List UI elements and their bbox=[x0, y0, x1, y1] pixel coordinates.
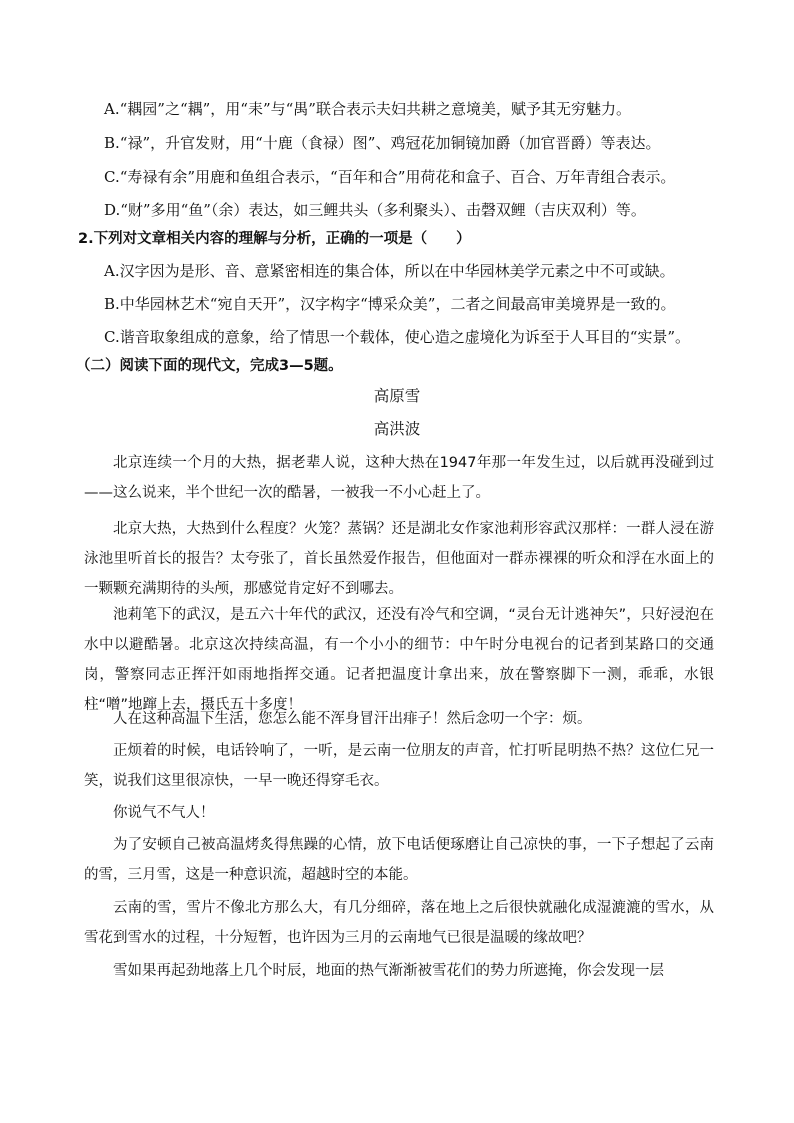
question-2: 2.下列对文章相关内容的理解与分析，正确的一项是（ ） bbox=[78, 231, 471, 247]
option-2a: A.汉字因为是形、音、意紧密相连的集合体，所以在中华园林美学元素之中不可或缺。 bbox=[104, 262, 675, 280]
option-1b: B.“禄”，升官发财，用“十鹿（食禄）图”、鸡冠花加铜镜加爵（加官晋爵）等表达。 bbox=[104, 134, 661, 152]
article-paragraph: 正烦着的时候，电话铃响了，一听，是云南一位朋友的声音，忙打听昆明热不热？这位仁兄一笑，说我们这里很凉快，一早一晚还得穿毛衣。 bbox=[84, 743, 714, 789]
option-1a: A.“耦园”之“耦”，用“耒”与“禺”联合表示夫妇共耕之意境美，赋予其无穷魅力。 bbox=[104, 100, 631, 118]
article-paragraph: 你说气不气人！ bbox=[113, 805, 215, 821]
section-heading: （二）阅读下面的现代文，完成3—5题。 bbox=[76, 358, 343, 374]
option-2c: C.谐音取象组成的意象，给了情思一个载体，使心造之虚境化为诉至于人耳目的“实景”。 bbox=[104, 328, 691, 346]
option-2b: B.中华园林艺术“宛自天开”，汉字构字“博采众美”，二者之间最高审美境界是一致的。 bbox=[104, 295, 676, 313]
article-author: 高洪波 bbox=[373, 420, 421, 438]
article-paragraph: 北京大热，大热到什么程度？火笼？蒸锅？还是湖北女作家池莉形容武汉那样：一群人浸在游泳池里听首长的报告？太夸张了，首长虽然爱作报告，但他面对一群赤裸裸的听众和浮在水面上的一颗颗充满期待的头颅，那感觉肯定好不到哪去。 bbox=[84, 521, 714, 597]
article-paragraph: 人在这种高温下生活，您怎么能不浑身冒汗出痱子！然后念叨一个字：烦。 bbox=[113, 711, 592, 727]
article-paragraph: 北京连续一个月的大热，据老辈人说，这种大热在1947年那一年发生过，以后就再没碰到过——这么说来，半个世纪一次的酷暑，一被我一不小心赶上了。 bbox=[84, 455, 714, 501]
option-1d: D.“财”多用“鱼”（余）表达，如三鲤共头（多利聚头）、击磬双鲤（吉庆双利）等。 bbox=[104, 201, 646, 219]
article-paragraph: 云南的雪，雪片不像北方那么大，有几分细碎，落在地上之后很快就融化成湿漉漉的雪水，从雪花到雪水的过程，十分短暂，也许因为三月的云南地气已很是温暖的缘故吧？ bbox=[84, 900, 714, 946]
article-paragraph: 雪如果再起劲地落上几个时辰，地面的热气渐渐被雪花们的势力所遮掩，你会发现一层 bbox=[113, 963, 664, 979]
article-title: 高原雪 bbox=[373, 387, 421, 405]
option-1c: C.“寿禄有余”用鹿和鱼组合表示，“百年和合”用荷花和盒子、百合、万年青组合表示。 bbox=[104, 168, 676, 186]
article-paragraph: 为了安顿自己被高温烤炙得焦躁的心情，放下电话便琢磨让自己凉快的事，一下子想起了云南的雪，三月雪，这是一种意识流，超越时空的本能。 bbox=[84, 837, 714, 883]
article-paragraph: 池莉笔下的武汉，是五六十年代的武汉，还没有冷气和空调，“灵台无计逃神矢”，只好浸泡在水中以避酷暑。北京这次持续高温，有一个小小的细节：中午时分电视台的记者到某路口的交通岗，警察同志正挥汗如雨地指挥交通。记者把温度计拿出来，放在警察脚下一测，乖乖，水银柱“噌”地蹿上去，摄氏五十多度！ bbox=[84, 607, 714, 713]
